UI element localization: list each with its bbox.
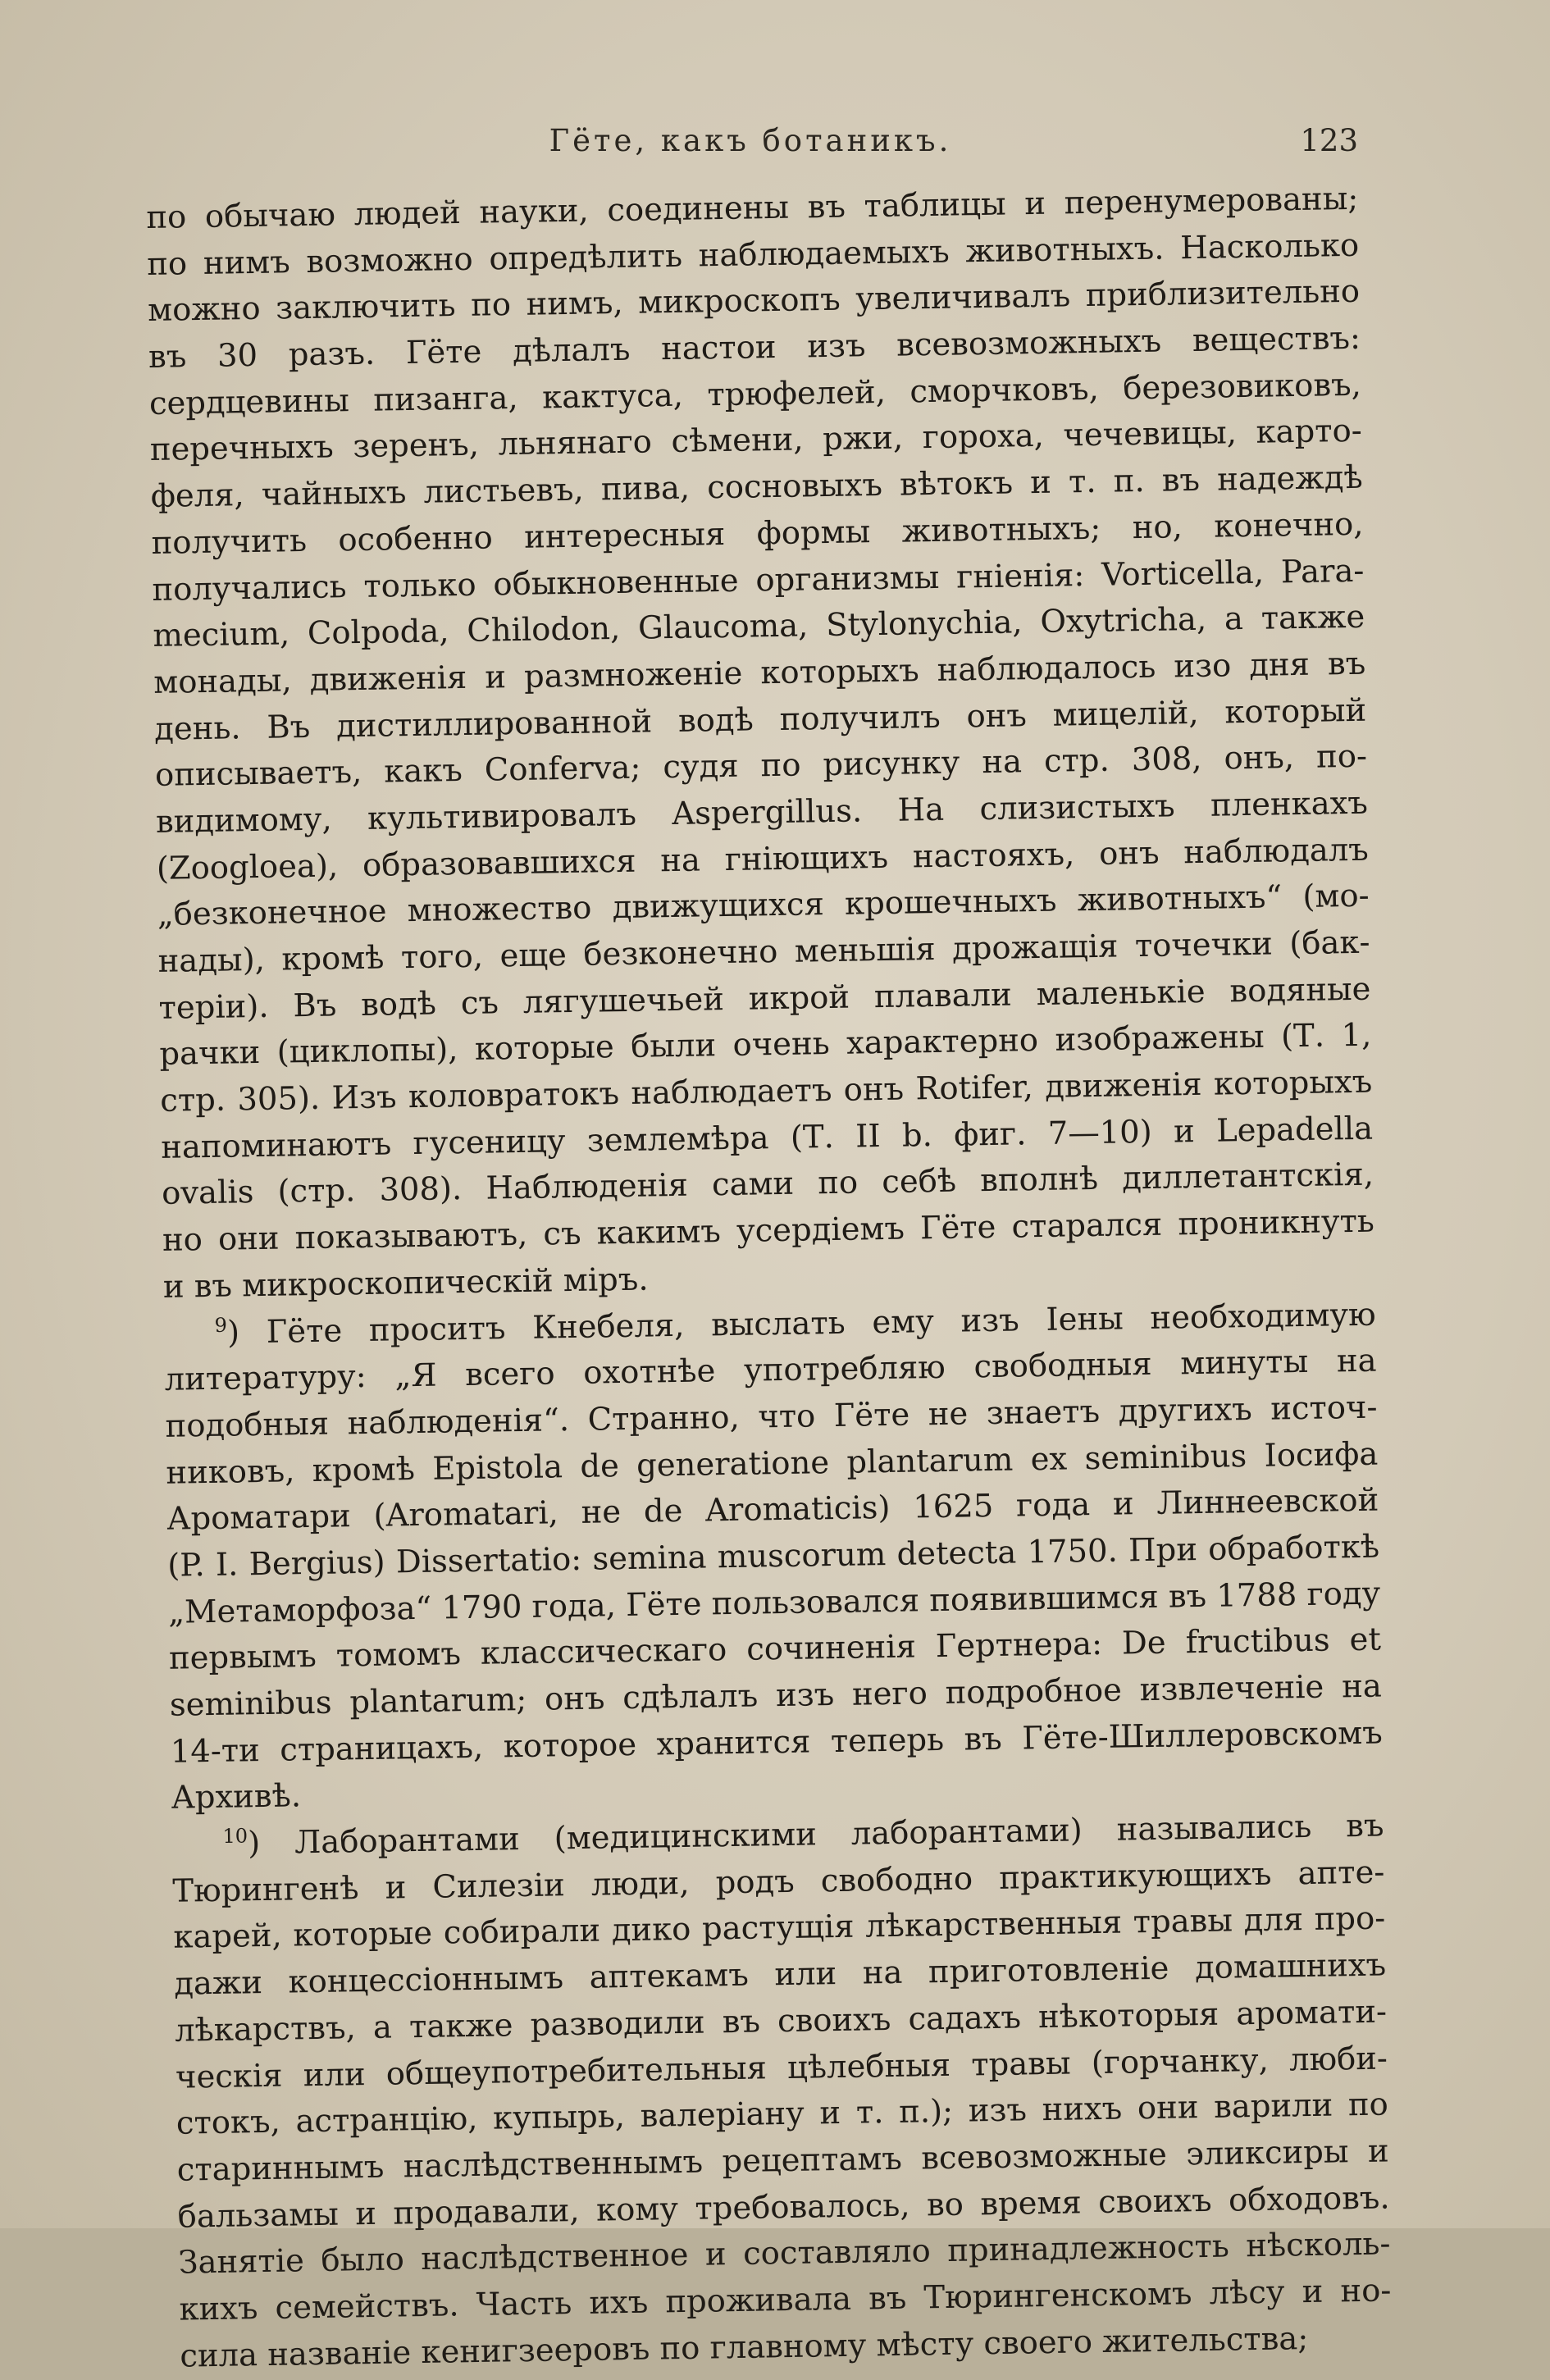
line-text: но они показываютъ, съ какимъ усердіемъ Гёте старался проникнуть	[162, 1202, 1375, 1259]
line-text: и въ микроскопическій міръ.	[162, 1261, 649, 1306]
line-text: (Zoogloea), образовавшихся на гніющихъ настояхъ, онъ наблюдалъ	[156, 831, 1370, 887]
line-text: перечныхъ зеренъ, льнянаго сѣмени, ржи, гороха, чечевицы, карто-	[149, 413, 1363, 469]
page-number: 123	[1300, 123, 1358, 158]
line-text: карей, которые собирали дико растущія лѣкарственныя травы для про-	[173, 1899, 1386, 1957]
footnote-marker: 10	[222, 1824, 248, 1849]
page-header	[139, 123, 1361, 172]
line-text: Тюрингенѣ и Силезіи люди, родъ свободно практикующихъ апте-	[172, 1853, 1385, 1910]
line-text: стокъ, астранцію, купырь, валеріану и т. п.); изъ нихъ они варили по	[176, 2086, 1389, 2142]
line-text: 14-ти страницахъ, которое хранится теперь въ Гёте-Шиллеровскомъ	[170, 1714, 1383, 1771]
line-text: рачки (циклопы), которые были очень характерно изображены (Т. 1,	[159, 1017, 1372, 1074]
line-text: стр. 305). Изъ коловратокъ наблюдаетъ онъ Rotifer, движенія которыхъ	[159, 1063, 1373, 1119]
line-text: день. Въ дистиллированной водѣ получилъ онъ мицелій, который	[153, 691, 1367, 748]
line-text: сердцевины пизанга, кактуса, трюфелей, сморчковъ, березовиковъ,	[148, 366, 1362, 422]
line-text: бальзамы и продавали, кому требовалось, во время своихъ обходовъ.	[177, 2179, 1390, 2236]
line-text: по обычаю людей науки, соединены въ таблицы и перенумерованы;	[146, 180, 1359, 236]
line-text: ческія или общеупотребительныя цѣлебныя травы (горчанку, люби-	[175, 2040, 1388, 2096]
line-text: первымъ томомъ классическаго сочиненія Гертнера: De fructibus et	[168, 1621, 1382, 1678]
line-text: въ 30 разъ. Гёте дѣлалъ настои изъ всевозможныхъ веществъ:	[148, 319, 1361, 376]
line-text: можно заключить по нимъ, микроскопъ увеличивалъ приблизительно	[147, 273, 1361, 330]
line-text: (P. I. Bergius) Dissertatio: semina muscorum detecta 1750. При обработкѣ	[166, 1528, 1380, 1584]
line-text: Занятіе было наслѣдственное и составляло принадлежность нѣсколь-	[178, 2225, 1391, 2282]
line-text: ) Лаборантами (медицинскими лаборантами) назывались въ	[247, 1807, 1384, 1863]
line-text: ovalis (стр. 308). Наблюденія сами по себѣ вполнѣ диллетантскія,	[161, 1156, 1374, 1213]
line-text: дажи концессіоннымъ аптекамъ или на приготовленіе домашнихъ	[173, 1946, 1387, 2003]
line-text: описываетъ, какъ Conferva; судя по рисунку на стр. 308, онъ, по-	[154, 737, 1368, 795]
line-text: Ароматари (Aromatari, не de Aromaticis) 1625 года и Линнеевской	[166, 1481, 1379, 1539]
line-text: подобныя наблюденія“. Странно, что Гёте не знаетъ другихъ источ-	[165, 1388, 1378, 1445]
line-text: „безконечное множество движущихся крошечныхъ животныхъ“ (мо-	[157, 877, 1370, 934]
line-text: сила названіе кенигзееровъ по главному мѣсту своего жительства;	[180, 2319, 1309, 2375]
line-text: монады, движенія и размноженіе которыхъ наблюдалось изо дня въ	[153, 645, 1366, 701]
line-text: лѣкарствъ, а также разводили въ своихъ садахъ нѣкоторыя аромати-	[174, 1993, 1388, 2049]
line-text: Архивѣ.	[171, 1777, 302, 1817]
line-text: кихъ семействъ. Часть ихъ проживала въ Тюрингенскомъ лѣсу и но-	[179, 2272, 1392, 2328]
line-text: ) Гёте проситъ Кнебеля, выслать ему изъ Іены необходимую	[226, 1296, 1376, 1352]
running-title: Гёте, какъ ботаникъ.	[549, 123, 952, 158]
line-text: mecium, Colpoda, Chilodon, Glaucoma, Stylonychia, Oxytricha, а также	[153, 598, 1365, 655]
footnote-marker: 9	[214, 1313, 228, 1337]
line-text: „Метаморфоза“ 1790 года, Гёте пользовался появившимся въ 1788 году	[167, 1575, 1381, 1631]
line-text: видимому, культивировалъ Aspergillus. На слизистыхъ пленкахъ	[155, 784, 1369, 841]
line-text: феля, чайныхъ листьевъ, пива, сосновыхъ вѣтокъ и т. п. въ надеждѣ	[150, 458, 1363, 516]
line-text: нады), кромѣ того, еще безконечно меньшія дрожащія точечки (бак-	[157, 923, 1370, 980]
line-text: литературу: „Я всего охотнѣе употребляю свободныя минуты на	[164, 1342, 1377, 1399]
line-text: теріи). Въ водѣ съ лягушечьей икрой плавали маленькіе водяные	[158, 970, 1371, 1027]
line-text: получить особенно интересныя формы животныхъ; но, конечно,	[151, 505, 1364, 562]
line-text: напоминаютъ гусеницу землемѣра (Т. II b. фиг. 7—10) и Lepadella	[160, 1110, 1374, 1166]
line-text: стариннымъ наслѣдственнымъ рецептамъ всевозможные эликсиры и	[176, 2132, 1390, 2189]
line-text: никовъ, кромѣ Epistola de generatione plantarum ex seminibus Іосифа	[166, 1435, 1379, 1492]
line-text: по нимъ возможно опредѣлить наблюдаемыхъ животныхъ. Насколько	[146, 226, 1360, 283]
page-body	[146, 176, 1393, 2380]
line-text: получались только обыкновенные организмы гніенія: Vorticella, Para-	[152, 552, 1365, 609]
line-text: seminibus plantarum; онъ сдѣлалъ изъ него подробное извлеченіе на	[169, 1667, 1383, 1724]
